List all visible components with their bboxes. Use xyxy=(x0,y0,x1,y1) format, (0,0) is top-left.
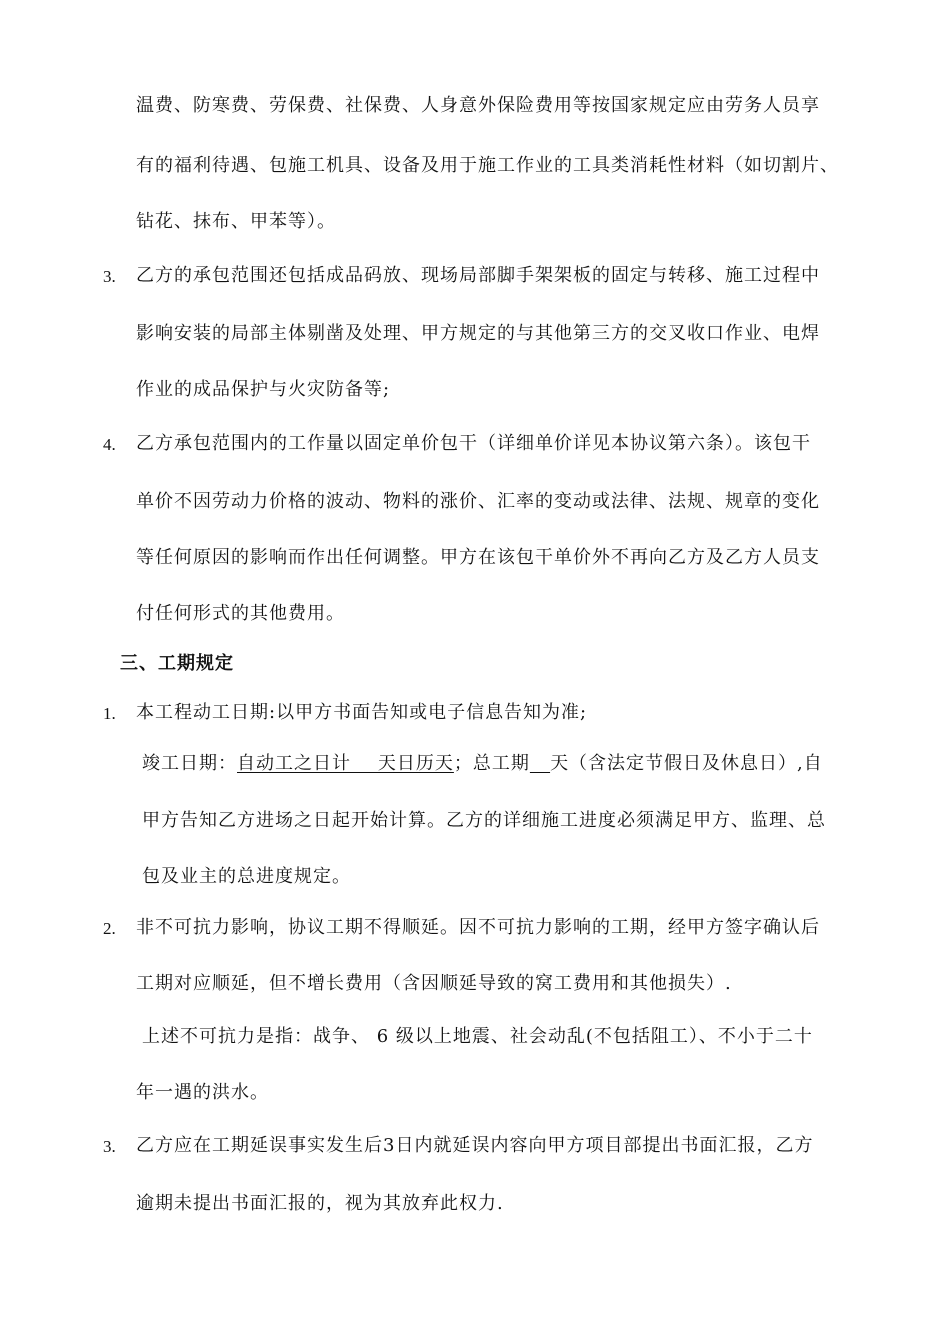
text-line: 逾期未提出书面汇报的，视为其放弃此权力. xyxy=(136,1193,504,1214)
text-line: 乙方应在工期延误事实发生后3日内就延误内容向甲方项目部提出书面汇报，乙方 xyxy=(136,1135,814,1156)
text-line: 年一遇的洪水。 xyxy=(136,1082,269,1103)
text-fragment: 竣工日期： xyxy=(142,753,237,774)
text-line: 上述不可抗力是指：战争、 6 级以上地震、社会动乱(不包括阻工）、不小于二十 xyxy=(142,1026,813,1047)
list-number: 1. xyxy=(103,704,116,723)
text-line: 作业的成品保护与火灾防备等; xyxy=(136,379,391,400)
text-line: 有的福利待遇、包施工机具、设备及用于施工作业的工具类消耗性材料（如切割片、 xyxy=(136,155,839,176)
list-number: 4. xyxy=(103,435,116,454)
text-fragment: ；总工期 xyxy=(453,753,530,774)
text-line: 包及业主的总进度规定。 xyxy=(142,866,351,887)
text-line: 钻花、抹布、甲苯等）。 xyxy=(136,211,336,232)
text-line: 单价不因劳动力价格的波动、物料的涨价、汇率的变动或法律、法规、规章的变化 xyxy=(136,491,820,512)
text-line: 温费、防寒费、劳保费、社保费、人身意外保险费用等按国家规定应由劳务人员享 xyxy=(136,95,820,116)
section-heading: 三、工期规定 xyxy=(120,653,234,674)
text-line: 非不可抗力影响，协议工期不得顺延。因不可抗力影响的工期，经甲方签字确认后 xyxy=(136,917,820,938)
blank-field xyxy=(530,753,550,774)
text-fragment: 天（含法定节假日及休息日）,自 xyxy=(550,753,823,774)
text-line: 本工程动工日期:以甲方书面告知或电子信息告知为准; xyxy=(136,702,588,723)
list-number: 3. xyxy=(103,1137,116,1156)
text-line: 等任何原因的影响而作出任何调整。甲方在该包干单价外不再向乙方及乙方人员支 xyxy=(136,547,820,568)
list-number: 3. xyxy=(103,267,116,286)
list-number: 2. xyxy=(103,919,116,938)
text-line: 乙方的承包范围还包括成品码放、现场局部脚手架架板的固定与转移、施工过程中 xyxy=(136,265,820,286)
text-line: 付任何形式的其他费用。 xyxy=(136,603,345,624)
text-line: 甲方告知乙方进场之日起开始计算。乙方的详细施工进度必须满足甲方、监理、总 xyxy=(142,810,826,831)
text-line: 工期对应顺延，但不增长费用（含因顺延导致的窝工费用和其他损失）. xyxy=(136,973,732,994)
text-line: 乙方承包范围内的工作量以固定单价包干（详细单价详见本协议第六条）。该包干 xyxy=(136,433,811,454)
underlined-fill-in: 自动工之日计 天日历天 xyxy=(237,753,454,774)
text-line: 影响安装的局部主体剔凿及处理、甲方规定的与其他第三方的交叉收口作业、电焊 xyxy=(136,323,820,344)
text-line xyxy=(142,752,823,776)
